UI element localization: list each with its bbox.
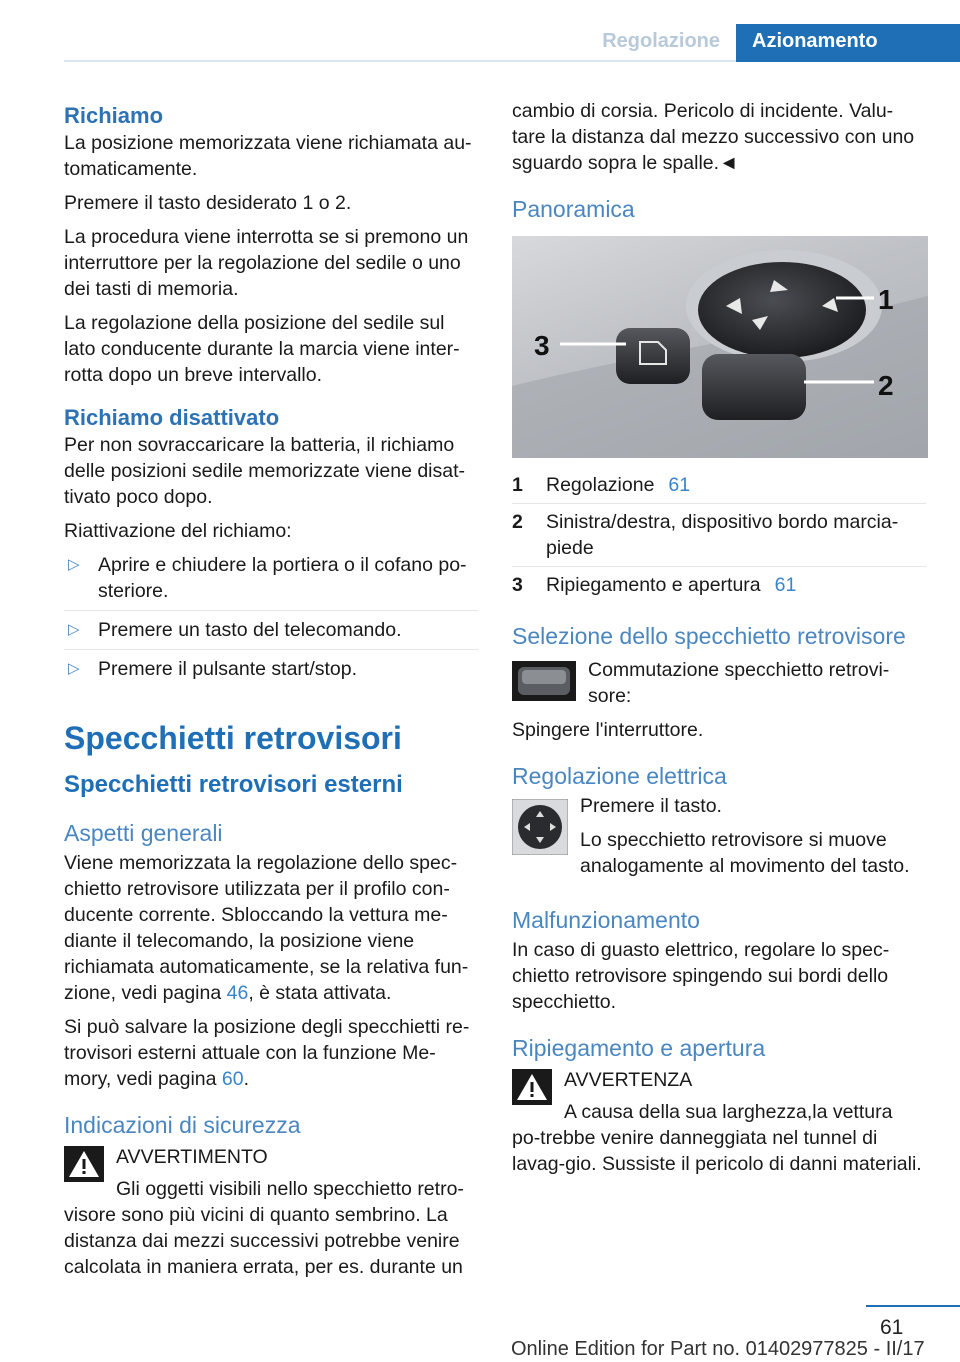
paragraph: La procedura viene interrotta se si premono un interruttore per la regolazione del sedile o uno dei tasti di memoria. — [64, 226, 469, 300]
bullet-list — [64, 552, 478, 688]
page-number: 61 — [880, 1316, 904, 1339]
heading-aspetti-generali: Aspetti generali — [64, 820, 223, 846]
photo-label-3: 3 — [534, 330, 550, 361]
heading-malfunzionamento: Malfunzionamento — [512, 907, 700, 933]
mirror-controls-photo — [512, 236, 928, 458]
paragraph: Spingere l'interruttore. — [512, 719, 704, 741]
page-link-60[interactable]: 60 — [221, 1068, 244, 1090]
notice-text: A causa della sua larghezza,la vettura po-trebbe venire danneggiata nel tunnel di lavag-gio. Sussiste il pericolo di danni materiali. — [512, 1101, 922, 1175]
header-section: Regolazione — [602, 30, 720, 52]
paragraph: In caso di guasto elettrico, regolare lo spec-chietto retrovisore spingendo sui bordi dello specchietto. — [512, 939, 890, 1013]
warning-label: AVVERTIMENTO — [116, 1146, 268, 1168]
legend-item: 3 Ripiegamento e apertura 61 — [512, 574, 797, 596]
legend-item: 2 Sinistra/destra, dispositivo bordo marcia-piede — [512, 509, 926, 567]
footer-rule — [866, 1305, 960, 1307]
legend-list — [512, 472, 926, 603]
warning-text: Gli oggetti visibili nello specchietto retro-visore sono più vicini di quanto sembrino. La distanza dai mezzi successivi potrebbe venire calcolata in maniera errata, per es. durante un — [64, 1178, 464, 1278]
left-column — [64, 102, 478, 1288]
paragraph: La posizione memorizzata viene richiamata au-tomaticamente. — [64, 132, 472, 180]
paragraph: Riattivazione del richiamo: — [64, 520, 292, 542]
mirror-controls-illustration — [512, 236, 928, 458]
photo-label-2: 2 — [878, 370, 894, 401]
electric-block — [512, 793, 926, 887]
header-chapter-tab: Azionamento — [736, 24, 960, 62]
paragraph: Si può salvare la posizione degli specchietti re-trovisori esterni attuale con la funzione Me-mory, vedi pagina 60. — [64, 1016, 470, 1090]
page-link-61[interactable]: 61 — [774, 574, 797, 596]
paragraph: La regolazione della posizione del sedile sul lato conducente durante la marcia viene inter-rotta dopo un breve intervallo. — [64, 312, 460, 386]
paragraph: Commutazione specchietto retrovi-sore: — [588, 659, 890, 707]
heading-richiamo-disattivato: Richiamo disattivato — [64, 405, 280, 430]
heading-ripiegamento: Ripiegamento e apertura — [512, 1035, 766, 1061]
warning-triangle-icon — [64, 1146, 104, 1182]
list-item: ▷ Premere un tasto del telecomando. — [64, 617, 478, 650]
right-column — [512, 98, 926, 1185]
heading-panoramica: Panoramica — [512, 196, 635, 222]
list-item: ▷ Aprire e chiudere la portiera o il cofano po-steriore. — [64, 552, 478, 611]
mirror-switch-icon — [512, 661, 576, 701]
heading-indicazioni-sicurezza: Indicazioni di sicurezza — [64, 1112, 301, 1138]
triangle-bullet-icon: ▷ — [68, 556, 80, 573]
paragraph: Lo specchietto retrovisore si muove analogamente al movimento del tasto. — [580, 829, 910, 877]
page-link-61[interactable]: 61 — [668, 474, 691, 496]
triangle-bullet-icon: ▷ — [68, 621, 80, 638]
photo-label-1: 1 — [878, 284, 894, 315]
heading-selezione-specchietto: Selezione dello specchietto retrovisore — [512, 623, 906, 649]
triangle-bullet-icon: ▷ — [68, 660, 80, 677]
paragraph: Premere il tasto desiderato 1 o 2. — [64, 192, 352, 214]
paragraph: Per non sovraccaricare la batteria, il richiamo delle posizioni sedile memorizzate viene disat-tivato poco dopo. — [64, 434, 466, 508]
paragraph: Viene memorizzata la regolazione dello spec-chietto retrovisore utilizzata per il profilo con-ducente corrente. Sbloccando la vettura me-diante il telecomando, la posizione viene richiamata automaticamente, se la relativa fun-zione, vedi pagina 46, è stata attivata. — [64, 852, 469, 1004]
heading-regolazione-elettrica: Regolazione elettrica — [512, 763, 727, 789]
paragraph: cambio di corsia. Pericolo di incidente. Valu-tare la distanza dal mezzo successivo con uno sguardo sopra le spalle.◄ — [512, 100, 915, 174]
edition-note: Online Edition for Part no. 01402977825 - II/17 — [511, 1338, 925, 1360]
notice-label: AVVERTENZA — [564, 1069, 693, 1091]
paragraph: Premere il tasto. — [580, 795, 722, 817]
selection-block — [512, 657, 926, 717]
legend-item: 1 Regolazione 61 — [512, 472, 926, 504]
heading-richiamo: Richiamo — [64, 103, 164, 128]
list-item: ▷ Premere il pulsante start/stop. — [68, 658, 358, 680]
direction-pad-icon — [512, 799, 568, 855]
heading-specchietti-retrovisori: Specchietti retrovisori — [64, 720, 402, 756]
warning-triangle-icon — [512, 1069, 552, 1105]
page-link-46[interactable]: 46 — [226, 982, 249, 1004]
heading-specchietti-esterni: Specchietti retrovisori esterni — [64, 771, 403, 798]
